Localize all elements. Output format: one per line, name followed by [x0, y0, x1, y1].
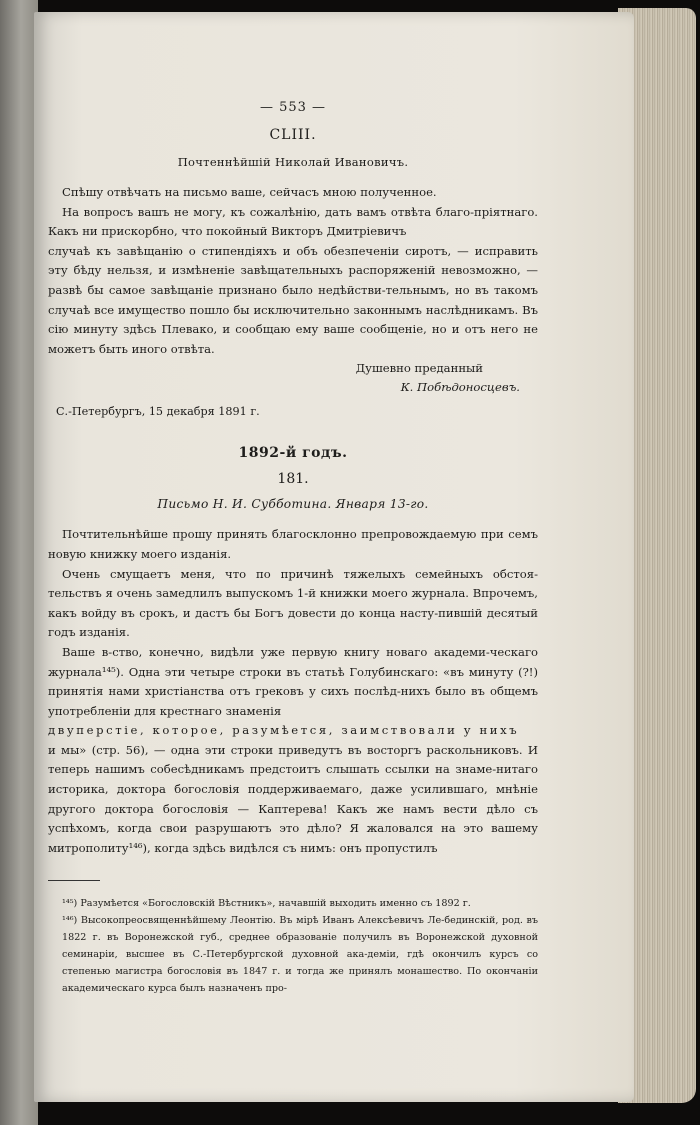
- facing-page-edge: [0, 0, 38, 1125]
- letter-salutation: Почтеннѣйшій Николай Ивановичъ.: [177, 155, 409, 169]
- letter1-paragraph: На вопросъ вашъ не могу, къ сожалѣнію, дать вамъ отвѣта благо-пріятнаго. Какъ ни прискорбно, что покойный Викторъ Дмитріевичъ: [48, 204, 538, 239]
- year-heading: 1892-й годъ.: [238, 445, 348, 462]
- letter2-paragraph: и мы» (стр. 56), — одна эти строки приведутъ въ восторгъ раскольниковъ. И теперь нашимъ собесѣдникамъ предстоитъ слышать ссылки на знаме-нитаго историка, доктора богословія поддерживаемаго, даже усилившаго, мнѣніе другого доктора богословія — Каптерева! Какъ же намъ вести дѣло съ успѣхомъ, когда свои разрушаютъ это дѣло? Я жаловался на это вашему митрополиту¹⁴⁶), когда здѣсь видѣлся съ нимъ: онъ пропустилъ: [48, 742, 538, 855]
- letter2-paragraph: Очень смущаетъ меня, что по причинѣ тяжелыхъ семейныхъ обстоя-тельствъ я очень замедлилъ выпускомъ 1-й книжки моего журнала. Впрочемъ, какъ войду въ срокъ, и дастъ бы Богъ довести до конца насту-пившій десятый годъ изданія.: [48, 566, 538, 640]
- letter2-paragraph: Почтительнѣйше прошу принять благосклонно препровождаемую при семъ новую книжку моего изданія.: [48, 527, 538, 561]
- letter2-spaced-line: двуперстіе, которое, разумѣется, заимствовали у нихъ: [48, 723, 520, 738]
- letter2-paragraph: Ваше в-ство, конечно, видѣли уже первую книгу новаго академи-ческаго журнала¹⁴⁵). Одна эти четыре строки въ статьѣ Голубинскаго: «въ минуту (?!) принятія нами христіанства отъ грековъ у сихъ послѣд-нихъ было въ общемъ употребленіи для крестнаго знаменія: [48, 644, 538, 718]
- footnote: ¹⁴⁶) Высокопреосвященнѣйшему Леонтію. Въ мірѣ Иванъ Алексѣевичъ Ле-бединскій, род. въ 1822 г. въ Воронежской губ., среднее образованіе получилъ въ Воронежской духовной семинаріи, высшее въ С.-Петербургской духовной ака-деміи, гдѣ окончилъ курсъ со степенью магистра богословія въ 1847 г. и тогда же принялъ монашество. По окончаніи академическаго курса былъ назначенъ про-: [62, 915, 538, 995]
- letter-number: 181.: [277, 471, 309, 488]
- letter-closing: Душевно преданный: [355, 361, 483, 376]
- letter-title: Письмо Н. И. Субботина. Января 13-го.: [157, 497, 429, 512]
- page-number: — 553 —: [259, 100, 327, 115]
- letter-date-line: С.-Петербургъ, 15 декабря 1891 г.: [56, 405, 260, 419]
- page-content: [48, 100, 538, 997]
- letter-signature: К. Побѣдоносцевъ.: [400, 380, 520, 395]
- footnote-divider: [48, 880, 100, 881]
- letter-roman-numeral: CLIII.: [269, 127, 317, 143]
- letter1-paragraph: Спѣшу отвѣчать на письмо ваше, сейчасъ мною полученное.: [62, 185, 437, 199]
- book-page: [34, 12, 634, 1102]
- footnote: ¹⁴⁵) Разумѣется «Богословскій Вѣстникъ», начавшій выходить именно съ 1892 г.: [62, 898, 471, 910]
- letter1-paragraph: случаѣ къ завѣщанію о стипендіяхъ и объ обезпеченіи сиротъ, — исправить эту бѣду нельзя, и измѣненіе завѣщательныхъ распоряженій невозможно, — развѣ бы самое завѣщаніе признано было недѣйстви-тельнымъ, но въ такомъ случаѣ все имущество пошло бы исключительно законнымъ наслѣдникамъ. Въ сію минуту здѣсь Плевако, и сообщаю ему ваше сообщеніе, но и отъ него не можетъ быть иного отвѣта.: [48, 243, 538, 356]
